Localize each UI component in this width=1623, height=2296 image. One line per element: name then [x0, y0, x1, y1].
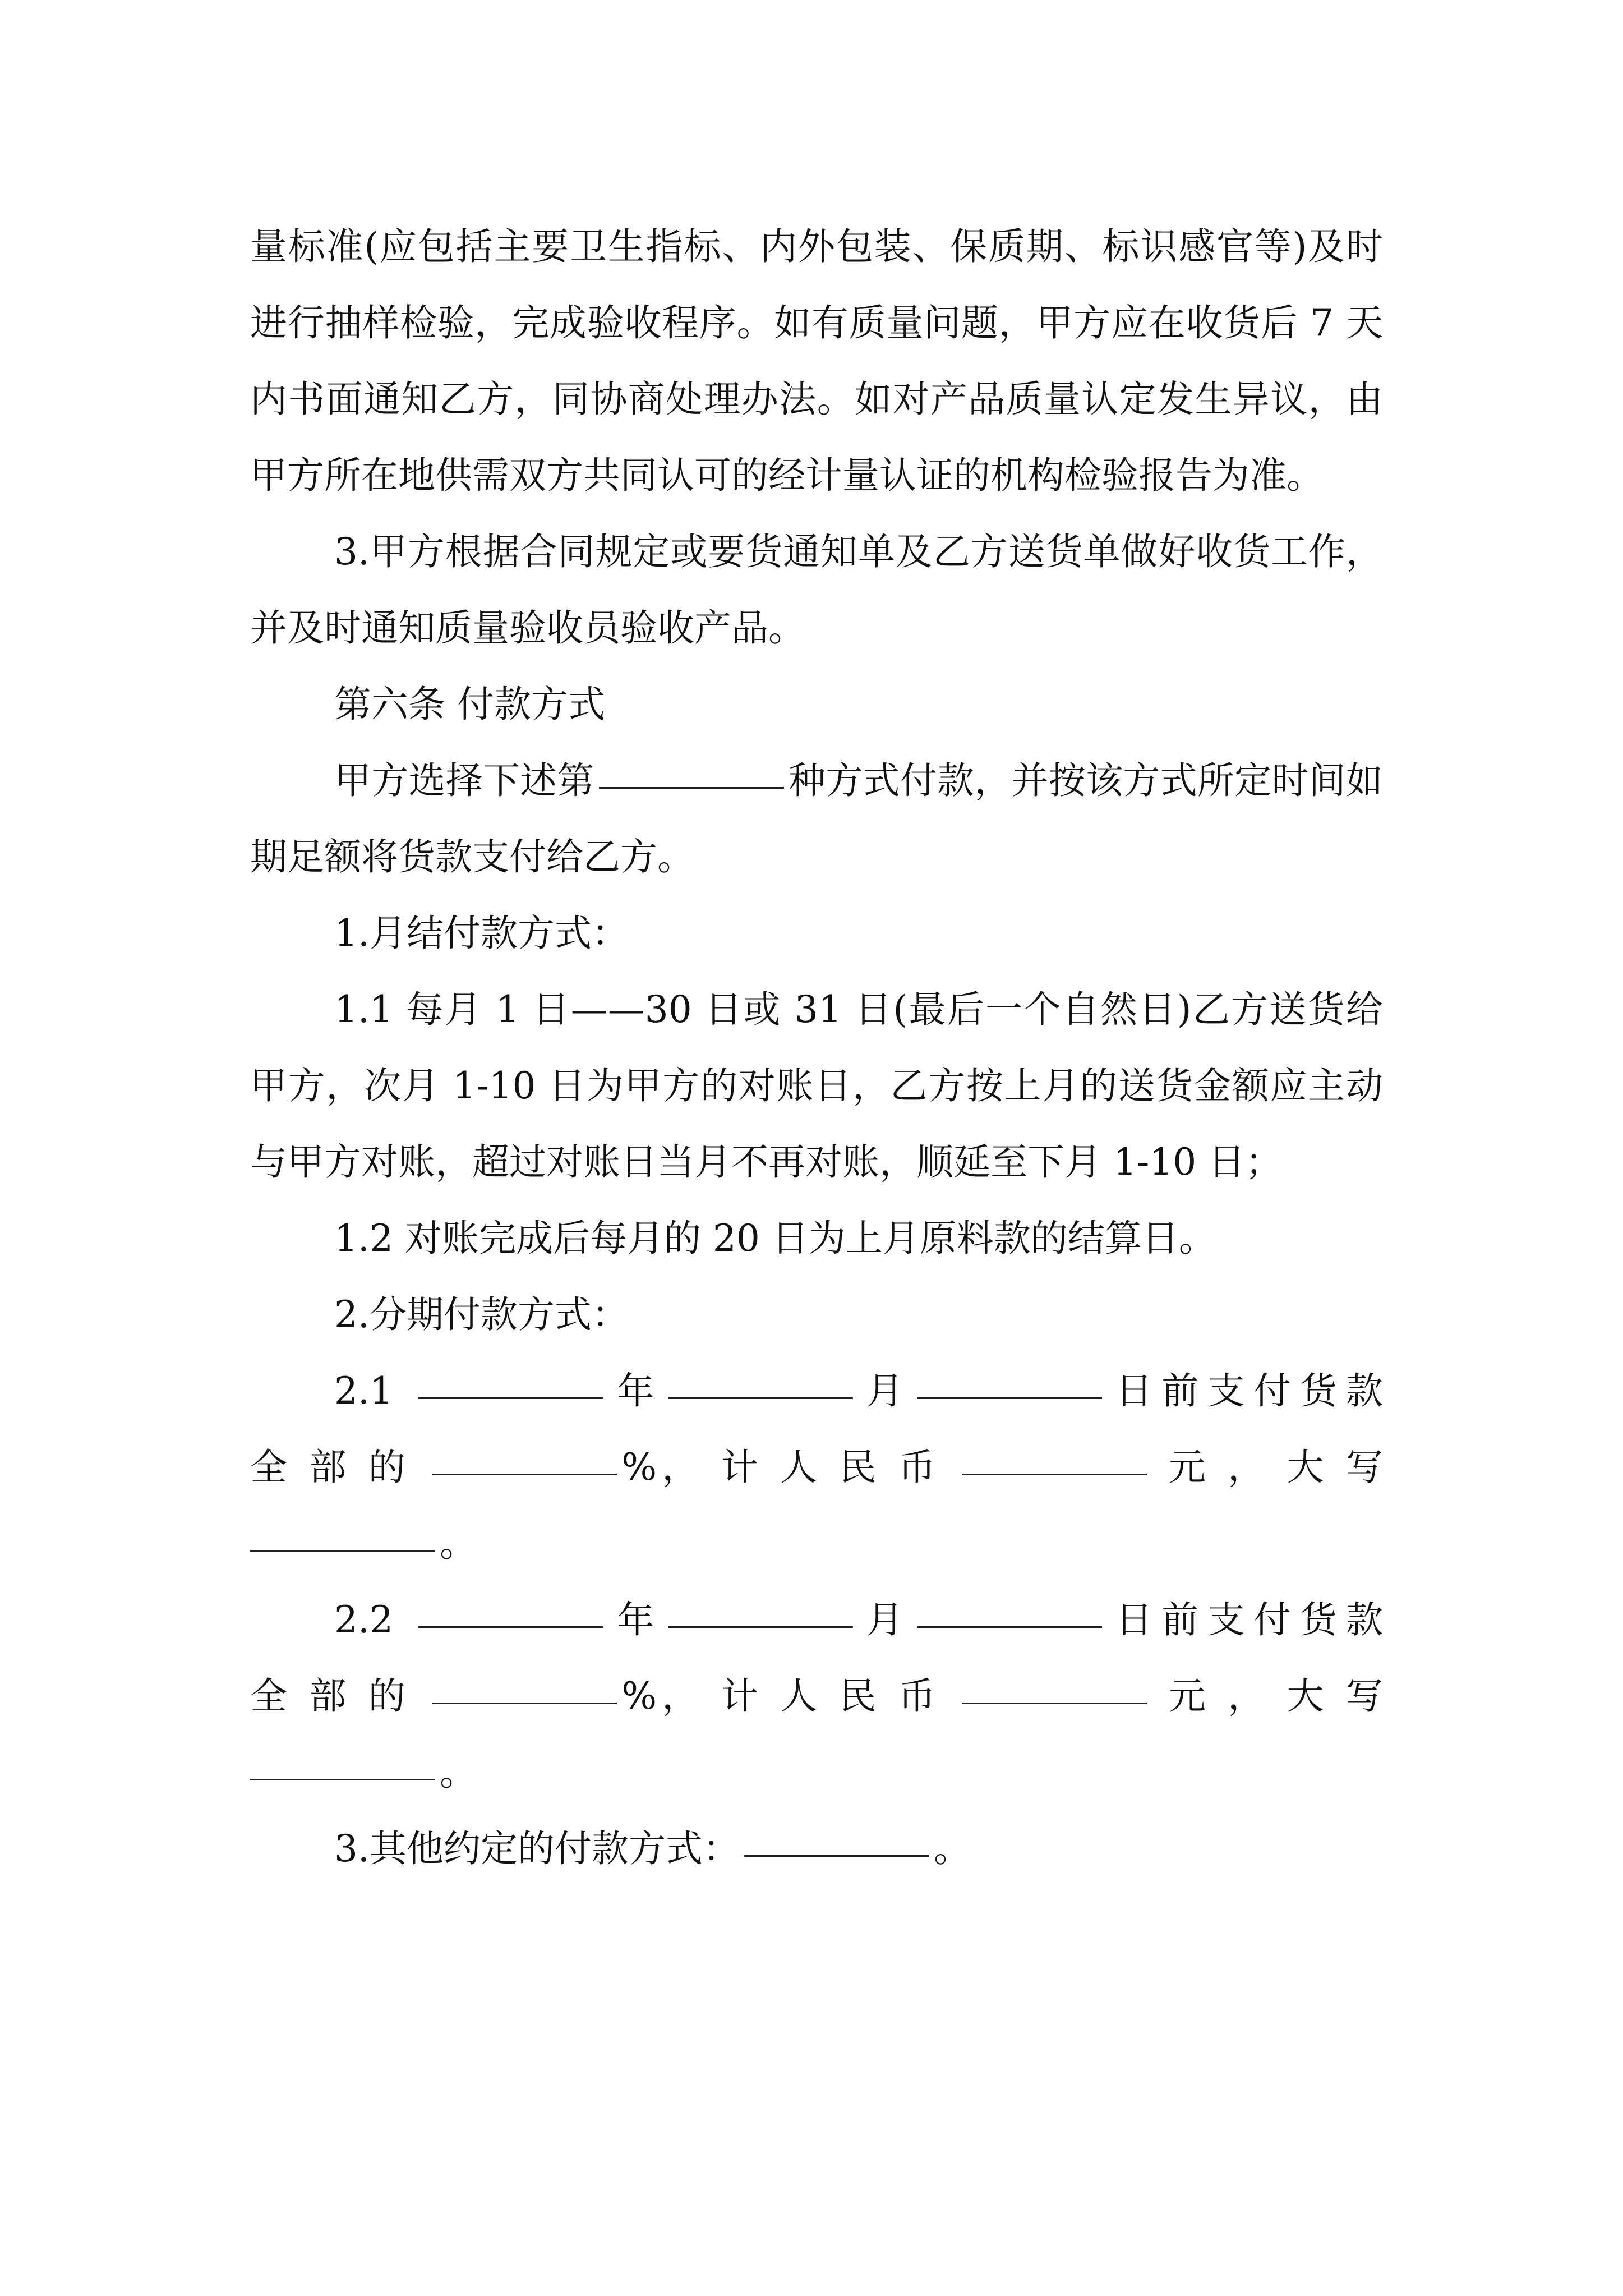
contract-text: [250, 209, 1383, 1887]
amount-suffix: 元 ， 大 写: [1168, 1674, 1383, 1718]
section-heading-payment: 第六条 付款方式: [334, 683, 605, 726]
paragraph-installment-2-2-line1: [250, 1582, 1383, 1658]
percent-prefix: 全 部 的: [250, 1446, 411, 1489]
paragraph-monthly-1-1: 1.1 每月 1 日——30 日或 31 日(最后一个自然日)乙方送货给甲方，次月 1-10 日为甲方的对账日，乙方按上月的送货金额应主动与甲方对账，超过对账日当月不再对账，顺延至下月 1-10 日；: [250, 988, 1383, 1184]
amount-prefix: %， 计 人 民 币: [621, 1674, 941, 1718]
other-payment-label: 3.其他约定的付款方式：: [334, 1827, 740, 1870]
day-text: 日前支付货款: [1106, 1369, 1384, 1412]
paragraph-receiving: 3.甲方根据合同规定或要货通知单及乙方送货单做好收货工作，并及时通知质量验收员验收产品。: [250, 530, 1383, 650]
paragraph-quality-check: 量标准(应包括主要卫生指标、内外包装、保质期、标识感官等)及时进行抽样检验，完成验收程序。如有质量问题，甲方应在收货后 7 天内书面通知乙方，同协商处理办法。如对产品质量认定发生异议，由甲方所在地供需双方共同认可的经计量认证的机构检验报告为准。: [250, 225, 1383, 497]
year-blank[interactable]: [418, 1589, 603, 1628]
paragraph-installment-2-1-line1: [250, 1353, 1383, 1429]
capital-amount-blank[interactable]: [250, 1742, 435, 1780]
line-end: 。: [933, 1827, 971, 1870]
paragraph-payment-choice: [250, 743, 1383, 895]
paragraph-installment-heading: 2.分期付款方式：: [334, 1293, 629, 1336]
amount-blank[interactable]: [962, 1665, 1147, 1704]
payment-choice-blank[interactable]: [599, 750, 784, 789]
paragraph-installment-2-1-line3: [250, 1506, 1383, 1582]
amount-blank[interactable]: [962, 1437, 1147, 1475]
year-label: 年: [608, 1369, 663, 1412]
payment-choice-suffix: 种方式付款，并按该方式所定时间如期足额将货款支付给乙方。: [250, 759, 1384, 878]
amount-prefix: %， 计 人 民 币: [621, 1446, 941, 1489]
payment-choice-prefix: 甲方选择下述第: [334, 759, 594, 802]
installment-number: 2.1: [334, 1369, 393, 1412]
month-label: 月: [857, 1369, 912, 1412]
percent-blank[interactable]: [432, 1437, 617, 1475]
month-blank[interactable]: [668, 1360, 853, 1399]
year-blank[interactable]: [418, 1360, 603, 1399]
day-text: 日前支付货款: [1106, 1598, 1384, 1641]
month-blank[interactable]: [668, 1589, 853, 1628]
month-label: 月: [857, 1598, 912, 1641]
year-label: 年: [608, 1598, 663, 1641]
capital-amount-blank[interactable]: [250, 1513, 435, 1552]
percent-blank[interactable]: [432, 1665, 617, 1704]
paragraph-other-payment: [250, 1811, 1383, 1887]
paragraph-installment-2-1-line2: [250, 1429, 1383, 1506]
other-payment-blank[interactable]: [744, 1818, 929, 1857]
paragraph-monthly-1-2: 1.2 对账完成后每月的 20 日为上月原料款的结算日。: [334, 1217, 1216, 1260]
paragraph-monthly-heading: 1.月结付款方式：: [334, 912, 629, 955]
day-blank[interactable]: [917, 1589, 1102, 1628]
line-end: 。: [440, 1751, 477, 1794]
paragraph-installment-2-2-line3: [250, 1734, 1383, 1811]
installment-number: 2.2: [334, 1598, 393, 1641]
amount-suffix: 元 ， 大 写: [1168, 1446, 1383, 1489]
paragraph-installment-2-2-line2: [250, 1658, 1383, 1734]
day-blank[interactable]: [917, 1360, 1102, 1399]
line-end: 。: [440, 1522, 477, 1565]
percent-prefix: 全 部 的: [250, 1674, 411, 1718]
